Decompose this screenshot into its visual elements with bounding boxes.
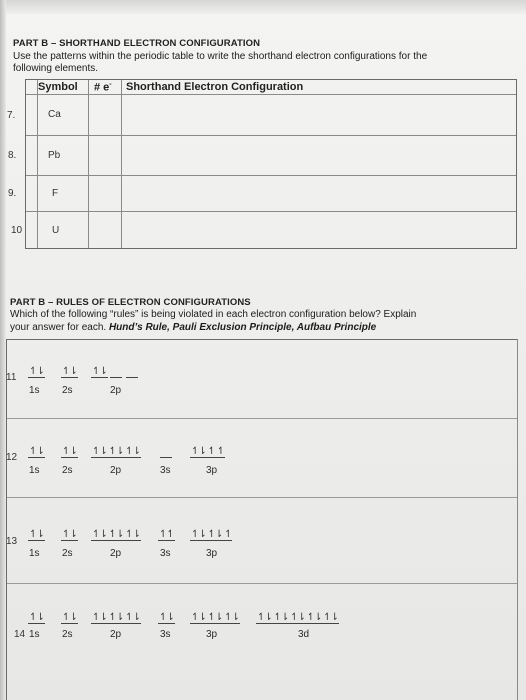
orbital-arrows: ↿⇂ ↿⇂ ↿ xyxy=(191,529,232,540)
orbital-arrows: ↿⇂ ↿⇂ ↿⇂ xyxy=(92,446,140,457)
orbital-label: 2s xyxy=(62,465,73,476)
orbital-arrows: ↿⇂ xyxy=(92,366,107,377)
row-number: 9. xyxy=(8,188,17,199)
part-a-title xyxy=(13,38,260,49)
problem-number: 14 xyxy=(14,629,26,640)
header-electrons-sup: - xyxy=(109,81,112,88)
row-number: 10 xyxy=(11,225,23,236)
empty-orbital xyxy=(126,377,138,378)
orbital-label: 1s xyxy=(29,465,40,476)
row-divider xyxy=(7,583,517,584)
row-symbol: F xyxy=(52,188,59,199)
orbital-label: 3p xyxy=(206,629,218,640)
orbital-arrows: ↿⇂ ↿⇂ ↿⇂ xyxy=(92,529,140,540)
orbital-arrows: ↿⇂ xyxy=(62,366,77,377)
part-b-instructions-1: Which of the following “rules” is being violated in each electron configuration below? Explain xyxy=(10,309,417,320)
orbital-arrows: ↿⇂ xyxy=(159,612,174,623)
part-b-title xyxy=(10,297,251,308)
problem-number: 12 xyxy=(6,452,18,463)
part-b-label: PART B xyxy=(10,297,46,308)
part-b-instructions-2-text: your answer for each. xyxy=(10,322,107,333)
header-electrons xyxy=(94,81,112,94)
problem-number: 13 xyxy=(6,536,18,547)
orbital-arrows: ↿⇂ xyxy=(29,446,44,457)
orbital-label: 2p xyxy=(110,465,122,476)
orbital-arrows: ↿⇂ xyxy=(62,446,77,457)
row-symbol: Ca xyxy=(48,109,61,120)
orbital-arrows: ↿↿ xyxy=(159,529,174,540)
rules-table xyxy=(6,339,518,700)
row-divider xyxy=(26,211,516,212)
orbital-label: 2p xyxy=(110,629,122,640)
row-number: 8. xyxy=(8,150,17,161)
page-top-shadow xyxy=(0,0,526,14)
row-symbol: Pb xyxy=(48,150,61,161)
orbital-label: 3p xyxy=(206,465,218,476)
orbital-arrows: ↿⇂ xyxy=(62,612,77,623)
part-a-label: PART B xyxy=(13,38,49,49)
orbital-arrows: ↿⇂ ↿⇂ ↿⇂ xyxy=(92,612,140,623)
orbital-arrows: ↿⇂ xyxy=(29,366,44,377)
part-b-instructions-2 xyxy=(10,322,376,333)
row-divider xyxy=(26,175,516,176)
part-b-sep: – xyxy=(45,297,57,308)
row-number: 7. xyxy=(7,110,16,121)
orbital-label: 1s xyxy=(29,548,40,559)
col-divider xyxy=(88,80,89,248)
orbital-arrows: ↿⇂ ↿ ↿ xyxy=(191,446,225,457)
config-table xyxy=(7,79,517,249)
orbital-arrows: ↿⇂ xyxy=(29,529,44,540)
orbital-label: 3s xyxy=(160,629,171,640)
orbital-arrows: ↿⇂ xyxy=(62,529,77,540)
header-config: Shorthand Electron Configuration xyxy=(126,81,304,93)
orbital-label: 3d xyxy=(298,629,310,640)
col-divider xyxy=(121,80,122,248)
col-divider xyxy=(37,80,38,248)
empty-orbital xyxy=(110,377,122,378)
part-a-heading: SHORTHAND ELECTRON CONFIGURATION xyxy=(59,38,261,49)
orbital-label: 2p xyxy=(110,385,122,396)
orbital-arrows: ↿⇂ ↿⇂ ↿⇂ xyxy=(191,612,239,623)
part-a-sep: – xyxy=(48,38,60,49)
orbital-label: 1s xyxy=(29,385,40,396)
row-divider xyxy=(7,497,517,498)
row-divider xyxy=(26,135,516,136)
rules-list: Hund’s Rule, Pauli Exclusion Principle, Aufbau Principle xyxy=(108,322,377,333)
part-a-instructions-1: Use the patterns within the periodic table to write the shorthand electron configurations for the xyxy=(13,51,428,62)
orbital-label: 2p xyxy=(110,548,122,559)
row-divider xyxy=(26,94,516,95)
header-electrons-label: # e xyxy=(94,81,110,94)
orbital-label: 3p xyxy=(206,548,218,559)
part-a-instructions-2: following elements. xyxy=(13,63,99,74)
problem-number: 11 xyxy=(6,372,17,383)
orbital-arrows: ↿⇂ xyxy=(29,612,44,623)
orbital-label: 2s xyxy=(62,629,73,640)
row-symbol: U xyxy=(52,225,60,236)
orbital-label: 2s xyxy=(62,385,73,396)
row-divider xyxy=(7,418,517,419)
empty-orbital xyxy=(160,457,172,458)
orbital-label: 1s xyxy=(29,629,40,640)
orbital-label: 3s xyxy=(160,548,171,559)
orbital-label: 2s xyxy=(62,548,73,559)
part-b-heading: RULES OF ELECTRON CONFIGURATIONS xyxy=(56,297,251,308)
orbital-label: 3s xyxy=(160,465,171,476)
orbital-arrows: ↿⇂ ↿⇂ ↿⇂ ↿⇂ ↿⇂ xyxy=(257,612,338,623)
header-symbol: Symbol xyxy=(38,81,78,93)
